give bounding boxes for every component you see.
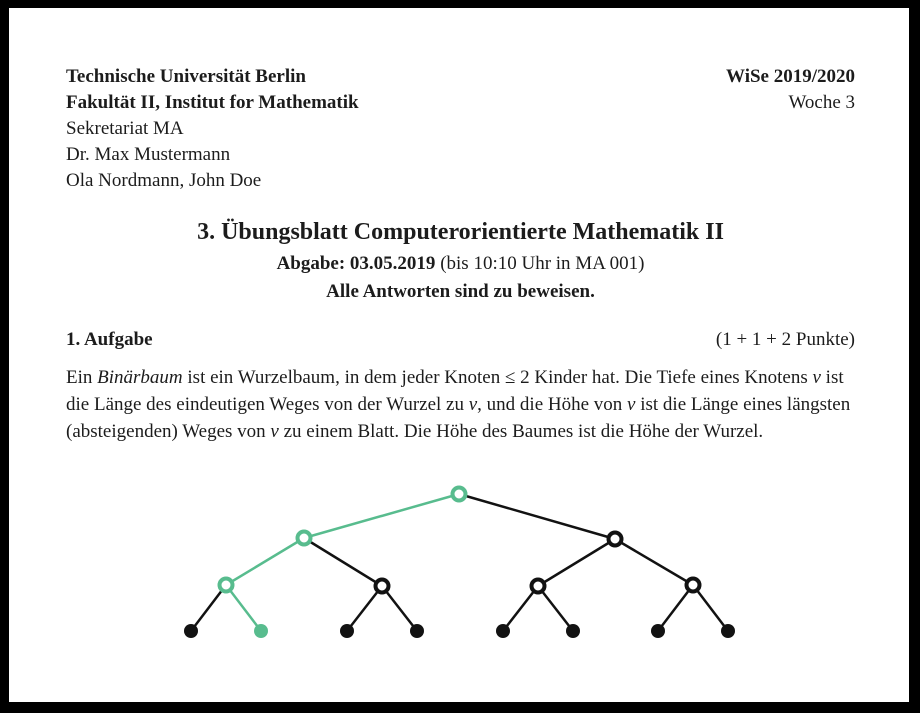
proof-note: Alle Antworten sind zu beweisen.: [326, 281, 595, 302]
header-left: [66, 64, 359, 194]
italic-term: v: [468, 394, 478, 415]
header: [66, 64, 855, 194]
sheet-title: 3. Übungsblatt Computerorientierte Mathematik II: [197, 219, 724, 245]
task-header: [66, 326, 855, 354]
header-right: [726, 64, 855, 194]
italic-term: v: [270, 421, 279, 442]
semester-label: WiSe 2019/2020: [726, 66, 855, 87]
text-run: ist die Länge des eindeutigen Weges von der Wurzel zu: [66, 367, 844, 415]
deadline-date: Abgabe: 03.05.2019: [276, 253, 436, 274]
italic-term: Binärbaum: [97, 367, 183, 388]
exercise-sheet-page: [9, 8, 909, 702]
task-number-label: 1. Aufgabe: [66, 329, 153, 350]
text-run: zu einem Blatt. Die Höhe des Baumes ist die Höhe der Wurzel.: [278, 421, 764, 442]
page-content: [9, 8, 909, 445]
italic-term: v: [627, 394, 636, 415]
task-points: (1 + 1 + 2 Punkte): [715, 329, 855, 350]
institution-name: Technische Universität Berlin: [66, 66, 306, 87]
secretariat: Sekretariat MA: [66, 118, 184, 139]
italic-term: v: [812, 367, 821, 388]
deadline-details: (bis 10:10 Uhr in MA 001): [435, 253, 645, 274]
text-run: Ein: [66, 367, 98, 388]
faculty-name: Fakultät II, Institut for Mathematik: [66, 92, 359, 113]
assistants-names: Ola Nordmann, John Doe: [66, 170, 262, 191]
text-run: ist ein Wurzelbaum, in dem jeder Knoten ≤ 2 Kinder hat. Die Tiefe eines Knotens: [182, 367, 813, 388]
lecturer-name: Dr. Max Mustermann: [66, 144, 231, 165]
task-description: [66, 364, 855, 445]
week-label: Woche 3: [788, 92, 855, 113]
text-run: , und die Höhe von: [477, 394, 628, 415]
text-run: ist die Länge eines längsten (absteigenden) Weges von: [66, 394, 851, 442]
deadline-line: [66, 250, 855, 278]
